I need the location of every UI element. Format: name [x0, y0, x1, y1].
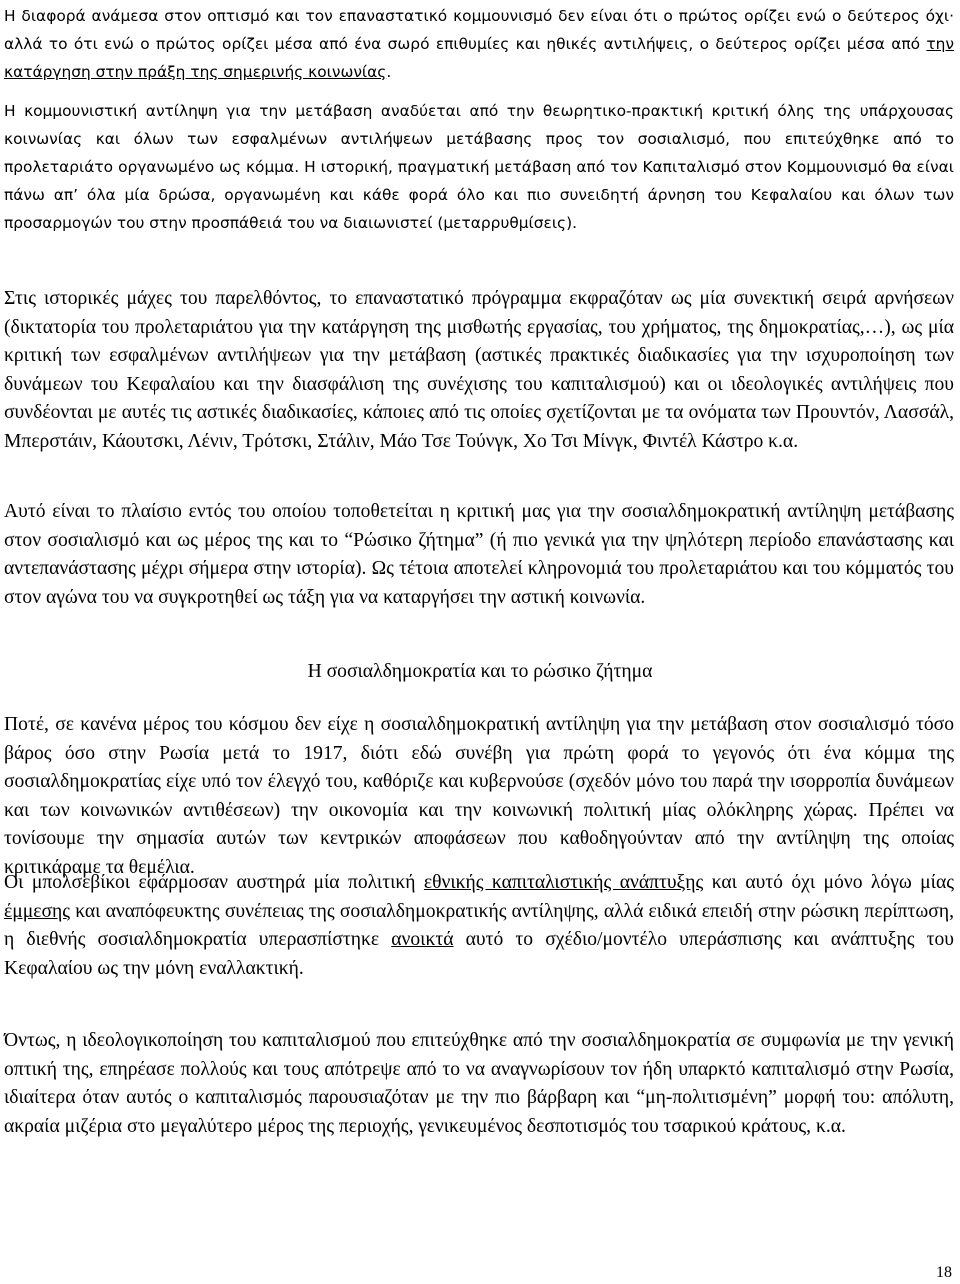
intro-paragraph	[4, 2, 954, 86]
bolsheviks-text-3: και αναπόφευκτης συνέπειας της σοσιαλδημοκρατικής αντίληψης, αλλά ειδικά επειδή στην ρώσικη περίπτωση, η διεθνής σοσιαλδημοκρατία υπερασπίστηκε	[4, 900, 954, 951]
paragraph-historical-battles: Στις ιστορικές μάχες του παρελθόντος, το επαναστατικό πρόγραμμα εκφραζόταν ως μία συνεκτική σειρά αρνήσεων (δικτατορία του προλεταριάτου για την κατάργηση της μισθωτής εργασίας, του χρήματος, της δημοκρατίας,…), ως μία κριτική των εσφαλμένων αντιλήψεων για την μετάβαση (αστικές πρακτικές διαδικασίες για την ισχυροποίηση των δυνάμεων του Κεφαλαίου και την διασφάλιση της συνέχισης του καπιταλισμού) και οι ιδεολογικές αντιλήψεις που συνδέονται με αυτές τις αστικές διαδικασίες, κάποιες από τις οποίες σχετίζονται με τα ονόματα των Προυντόν, Λασσάλ, Μπερστάιν, Κάουτσκι, Λένιν, Τρότσκι, Στάλιν, Μάο Τσε Τούνγκ, Χο Τσι Μίνγκ, Φιντέλ Κάστρο κ.α.	[4, 288, 954, 452]
section-heading: Η σοσιαλδημοκρατία και το ρώσικο ζήτημα	[307, 661, 653, 682]
paragraph-never: Ποτέ, σε κανένα μέρος του κόσμου δεν είχε η σοσιαλδημοκρατική αντίληψη για την μετάβαση στον σοσιαλισμό τόσο βάρος όσο στην Ρωσία μετά το 1917, διότι εδώ συνέβη για πρώτη φορά το γεγονός ότι ένα κόμμα της σοσιαλδημοκρατίας είχε υπό τον έλεγχό του, καθόριζε και κυβερνούσε (σχεδόν μόνο του παρά την ισορροπία δυνάμεων και των κοινωνικών αντιθέσεων) την οικονομία και την κοινωνική πολιτική μίας ολόκληρης χώρας. Πρέπει να τονίσουμε την σημασία αυτών των κεντρικών αποφάσεων που καθοδηγούνταν από την αντίληψη της οποίας κριτικάραμε τα θεμέλια.	[4, 714, 954, 878]
intro-text-2: .	[386, 63, 392, 81]
paragraph-framework: Αυτό είναι το πλαίσιο εντός του οποίου τοποθετείται η κριτική μας για την σοσιαλδημοκρατική αντίληψη μετάβασης στον σοσιαλισμό και ως μέρος της και το “Ρώσικο ζήτημα” (ή πιο γενικά για την ψηλότερη περίοδο επανάστασης και αντεπανάστασης μέχρι σήμερα στην ιστορία). Ως τέτοια αποτελεί κληρονομιά του προλεταριάτου και του κόμματός του στον αγώνα του να συγκροτηθεί ως τάξη για να καταργήσει την αστική κοινωνία.	[4, 501, 954, 608]
bolsheviks-underlined-1: εθνικής καπιταλιστικής ανάπτυξης	[423, 872, 704, 893]
paragraph-communist-conception: Η κομμουνιστική αντίληψη για την μετάβαση αναδύεται από την θεωρητικο-πρακτική κριτική όλης της υπάρχουσας κοινωνίας και όλων των εσφαλμένων αντιλήψεων μετάβασης προς τον σοσιαλισμό, που επιτεύχθηκε από το προλεταριάτο οργανωμένο ως κόμμα. Η ιστορική, πραγματική μετάβαση από τον Καπιταλισμό στον Κομμουνισμό θα είναι πάνω απ’ όλα μία δρώσα, οργανωμένη και κάθε φορά όλο και πιο συνειδητή άρνηση του Κεφαλαίου και όλων των προσαρμογών του στην προσπάθειά του να διαιωνιστεί (μεταρρυθμίσεις).	[4, 102, 954, 232]
paragraph-indeed: Όντως, η ιδεολογικοποίηση του καπιταλισμού που επιτεύχθηκε από την σοσιαλδημοκρατία σε συμφωνία με την γενική οπτική της, επηρέασε πολλούς και τους απότρεψε από το να αναγνωρίσουν τον ήδη υπαρκτό καπιταλισμό στην Ρωσία, ιδιαίτερα όταν αυτός ο καπιταλισμός παρουσιαζόταν με την πιο βάρβαρη και “μη-πολιτισμένη” μορφή του: απόλυτη, ακραία μιζέρια στο μεγαλύτερο μέρος της περιοχής, γενικευμένος δεσποτισμός του τσαρικού κράτους, κ.α.	[4, 1030, 954, 1137]
bolsheviks-text-2: και αυτό όχι μόνο λόγω μίας	[703, 872, 954, 893]
bolsheviks-text-4: αυτό το σχέδιο/μοντέλο υπεράσπισης και ανάπτυξης του Κεφαλαίου ως την μόνη εναλλακτική.	[4, 929, 954, 979]
paragraph-bolsheviks	[4, 869, 954, 983]
bolsheviks-underlined-3: ανοικτά	[391, 929, 454, 951]
page-number: 18	[936, 1264, 952, 1281]
intro-text-1: Η διαφορά ανάμεσα στον οπτισμό και τον επαναστατικό κομμουνισμό δεν είναι ότι ο πρώτος ορίζει ενώ ο δεύτερος όχι· αλλά το ότι ενώ ο πρώτος ορίζει μέσα από ένα σωρό επιθυμίες και ηθικές αντιλήψεις, ο δεύτερος ορίζει μέσα από	[4, 7, 954, 53]
bolsheviks-text-1: Οι μπολσεβίκοι εφάρμοσαν αυστηρά μία πολιτική	[4, 872, 424, 893]
bolsheviks-underlined-2: έμμεσης	[4, 900, 71, 922]
intro-underlined-text: την κατάργηση στην πράξη της σημερινής κοινωνίας	[4, 35, 954, 81]
